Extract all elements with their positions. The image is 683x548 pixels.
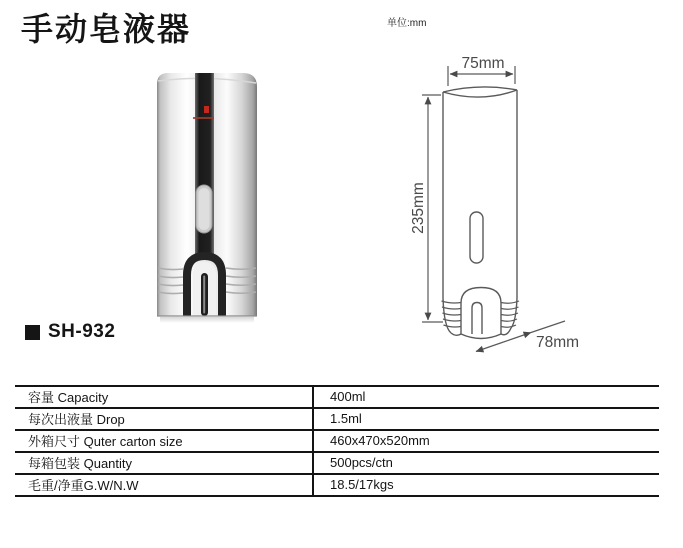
spec-value-quantity: 500pcs/ctn bbox=[330, 455, 393, 470]
depth-dimension-label: 78mm bbox=[536, 334, 580, 351]
drawing-pump-slot bbox=[472, 303, 482, 335]
drawing-sight-window bbox=[470, 212, 483, 263]
spec-label-weight: 毛重/净重G.W/N.W bbox=[15, 475, 314, 495]
technical-drawing bbox=[405, 40, 610, 370]
dimension-drawing bbox=[405, 40, 610, 370]
spec-table bbox=[15, 385, 659, 497]
table-row bbox=[15, 409, 659, 431]
spec-label-quantity: 每箱包装 Quantity bbox=[15, 453, 314, 473]
table-row bbox=[15, 431, 659, 453]
product-photo bbox=[140, 60, 265, 325]
spec-value-weight: 18.5/17kgs bbox=[330, 477, 394, 492]
spec-value-carton-size: 460x470x520mm bbox=[330, 433, 430, 448]
brand-logo-line bbox=[193, 117, 214, 119]
table-row bbox=[15, 475, 659, 497]
soap-dispenser-photo bbox=[140, 60, 265, 325]
height-dimension-label: 235mm bbox=[410, 182, 427, 234]
table-row bbox=[15, 453, 659, 475]
drawing-pump-arch bbox=[461, 288, 501, 335]
brand-logo-red bbox=[204, 106, 209, 113]
model-number: SH-932 bbox=[48, 321, 116, 342]
spec-label-drop: 每次出液量 Drop bbox=[15, 409, 314, 429]
width-dimension-label: 75mm bbox=[461, 55, 505, 72]
model-bullet-square bbox=[25, 325, 40, 340]
spec-label-carton-size: 外箱尺寸 Quter carton size bbox=[15, 431, 314, 451]
spec-value-drop: 1.5ml bbox=[330, 411, 362, 426]
page-title: 手动皂液器 bbox=[21, 11, 192, 47]
spec-label-capacity: 容量 Capacity bbox=[15, 387, 314, 407]
spec-value-capacity: 400ml bbox=[330, 389, 366, 404]
photo-pump-slot-highlight bbox=[203, 276, 205, 314]
drawing-outline bbox=[442, 87, 520, 339]
photo-floor-reflection bbox=[160, 317, 254, 323]
drawing-base-ribs bbox=[442, 301, 520, 327]
photo-sight-window-inner bbox=[199, 188, 210, 230]
model-row bbox=[25, 321, 115, 343]
unit-note: 单位:mm bbox=[387, 18, 427, 29]
table-row bbox=[15, 387, 659, 409]
